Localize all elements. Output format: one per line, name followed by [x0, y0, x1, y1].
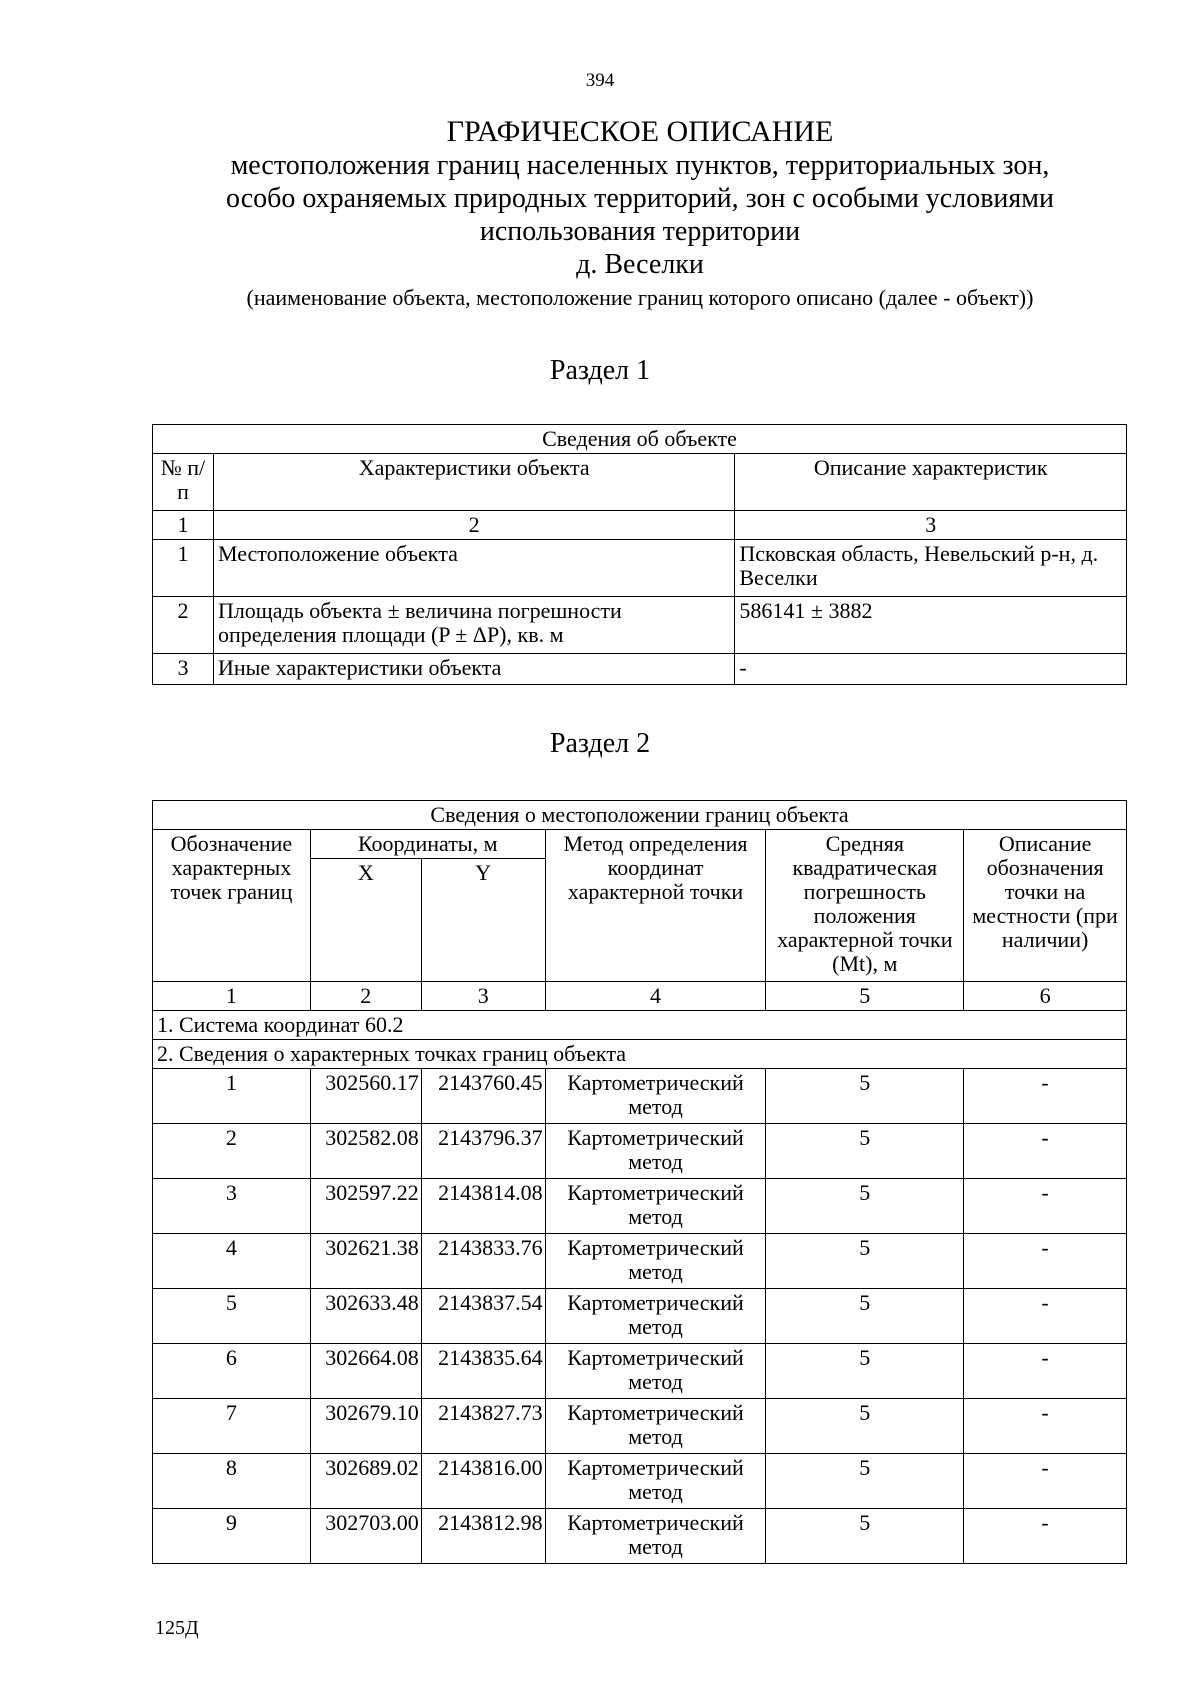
- subtitle-line-3: использования территории: [479, 216, 801, 247]
- footer-code: 125Д: [155, 1617, 199, 1639]
- object-hint: (наименование объекта, местоположение границ которого описано (далее - объект)): [246, 285, 1034, 310]
- point-method: Картометрический метод: [545, 1344, 766, 1399]
- title-block: [150, 115, 1130, 313]
- table-caption-row: [153, 425, 1127, 454]
- header-error: Средняя квадратическая погрешность положения характерной точки (Mt), м: [766, 830, 964, 982]
- point-description: -: [964, 1069, 1127, 1124]
- points-heading-row: [153, 1040, 1127, 1069]
- header-x: X: [310, 859, 421, 982]
- point-x: 302582.08: [310, 1124, 421, 1179]
- row-description: 586141 ± 3882: [735, 597, 1127, 654]
- point-error: 5: [766, 1344, 964, 1399]
- page-number: 394: [585, 70, 615, 91]
- column-number-row: [153, 511, 1127, 540]
- object-name: д. Веселки: [576, 249, 704, 280]
- point-method: Картометрический метод: [545, 1454, 766, 1509]
- point-error: 5: [766, 1179, 964, 1234]
- header-y: Y: [421, 859, 545, 982]
- point-x: 302597.22: [310, 1179, 421, 1234]
- table-row: [153, 1399, 1127, 1454]
- point-y: 2143835.64: [421, 1344, 545, 1399]
- col-number: 6: [964, 982, 1127, 1011]
- point-method: Картометрический метод: [545, 1124, 766, 1179]
- column-number-row: [153, 982, 1127, 1011]
- point-method: Картометрический метод: [545, 1179, 766, 1234]
- point-y: 2143833.76: [421, 1234, 545, 1289]
- header-point-description: Описание обозначения точки на местности (при наличии): [964, 830, 1127, 982]
- point-description: -: [964, 1179, 1127, 1234]
- point-x: 302560.17: [310, 1069, 421, 1124]
- col-number: 3: [735, 511, 1127, 540]
- point-x: 302679.10: [310, 1399, 421, 1454]
- point-y: 2143812.98: [421, 1509, 545, 1564]
- table-row: [153, 1069, 1127, 1124]
- point-method: Картометрический метод: [545, 1399, 766, 1454]
- table-caption: Сведения об объекте: [153, 425, 1127, 454]
- point-x: 302689.02: [310, 1454, 421, 1509]
- table-row: [153, 1454, 1127, 1509]
- point-y: 2143796.37: [421, 1124, 545, 1179]
- row-num: 1: [153, 540, 214, 597]
- header-method: Метод определения координат характерной точки: [545, 830, 766, 982]
- table-header-row: [153, 454, 1127, 511]
- point-method: Картометрический метод: [545, 1509, 766, 1564]
- section-2-title: Раздел 2: [549, 728, 651, 759]
- point-id: 5: [153, 1289, 311, 1344]
- header-coords: Координаты, м: [310, 830, 545, 859]
- point-description: -: [964, 1509, 1127, 1564]
- header-description: Описание характеристик: [735, 454, 1127, 511]
- boundary-points-table: [152, 800, 1127, 1564]
- table-caption: Сведения о местоположении границ объекта: [153, 801, 1127, 830]
- points-heading: 2. Сведения о характерных точках границ объекта: [153, 1040, 1127, 1069]
- subtitle-line-1: местоположения границ населенных пунктов, территориальных зон,: [230, 150, 1050, 181]
- table-row: [153, 1179, 1127, 1234]
- point-x: 302633.48: [310, 1289, 421, 1344]
- row-characteristic: Местоположение объекта: [213, 540, 734, 597]
- section-1-title: Раздел 1: [549, 355, 651, 386]
- point-id: 7: [153, 1399, 311, 1454]
- table-row: [153, 1509, 1127, 1564]
- point-y: 2143837.54: [421, 1289, 545, 1344]
- point-description: -: [964, 1399, 1127, 1454]
- table-row: [153, 1234, 1127, 1289]
- subtitle-line-2: особо охраняемых природных территорий, зон с особыми условиями: [226, 183, 1054, 214]
- point-description: -: [964, 1454, 1127, 1509]
- point-error: 5: [766, 1124, 964, 1179]
- point-error: 5: [766, 1454, 964, 1509]
- point-method: Картометрический метод: [545, 1069, 766, 1124]
- point-method: Картометрический метод: [545, 1234, 766, 1289]
- table-row: [153, 540, 1127, 597]
- row-characteristic: Площадь объекта ± величина погрешности определения площади (P ± ΔP), кв. м: [213, 597, 734, 654]
- row-description: Псковская область, Невельский р-н, д. Веселки: [735, 540, 1127, 597]
- point-error: 5: [766, 1289, 964, 1344]
- point-y: 2143814.08: [421, 1179, 545, 1234]
- point-id: 9: [153, 1509, 311, 1564]
- point-description: -: [964, 1234, 1127, 1289]
- table-header-row: [153, 830, 1127, 859]
- point-id: 3: [153, 1179, 311, 1234]
- row-num: 3: [153, 654, 214, 685]
- table-row: [153, 654, 1127, 685]
- point-error: 5: [766, 1234, 964, 1289]
- document-title: ГРАФИЧЕСКОЕ ОПИСАНИЕ: [446, 115, 834, 148]
- table-row: [153, 1124, 1127, 1179]
- col-number: 4: [545, 982, 766, 1011]
- system-row: [153, 1011, 1127, 1040]
- points-body: [153, 1069, 1127, 1564]
- point-description: -: [964, 1124, 1127, 1179]
- row-description: -: [735, 654, 1127, 685]
- point-id: 8: [153, 1454, 311, 1509]
- row-characteristic: Иные характеристики объекта: [213, 654, 734, 685]
- header-num: № п/п: [153, 454, 214, 511]
- object-info-table: [152, 424, 1127, 685]
- header-point: Обозначение характерных точек границ: [153, 830, 311, 982]
- point-x: 302703.00: [310, 1509, 421, 1564]
- point-error: 5: [766, 1069, 964, 1124]
- col-number: 1: [153, 511, 214, 540]
- table-row: [153, 1344, 1127, 1399]
- col-number: 1: [153, 982, 311, 1011]
- point-x: 302664.08: [310, 1344, 421, 1399]
- header-characteristic: Характеристики объекта: [213, 454, 734, 511]
- point-id: 4: [153, 1234, 311, 1289]
- table-row: [153, 597, 1127, 654]
- point-y: 2143816.00: [421, 1454, 545, 1509]
- point-y: 2143827.73: [421, 1399, 545, 1454]
- point-description: -: [964, 1289, 1127, 1344]
- point-id: 2: [153, 1124, 311, 1179]
- coordinate-system: 1. Система координат 60.2: [153, 1011, 1127, 1040]
- col-number: 3: [421, 982, 545, 1011]
- col-number: 5: [766, 982, 964, 1011]
- table-row: [153, 1289, 1127, 1344]
- point-description: -: [964, 1344, 1127, 1399]
- point-x: 302621.38: [310, 1234, 421, 1289]
- row-num: 2: [153, 597, 214, 654]
- point-error: 5: [766, 1509, 964, 1564]
- col-number: 2: [213, 511, 734, 540]
- point-method: Картометрический метод: [545, 1289, 766, 1344]
- point-id: 6: [153, 1344, 311, 1399]
- point-id: 1: [153, 1069, 311, 1124]
- table-caption-row: [153, 801, 1127, 830]
- point-error: 5: [766, 1399, 964, 1454]
- point-y: 2143760.45: [421, 1069, 545, 1124]
- col-number: 2: [310, 982, 421, 1011]
